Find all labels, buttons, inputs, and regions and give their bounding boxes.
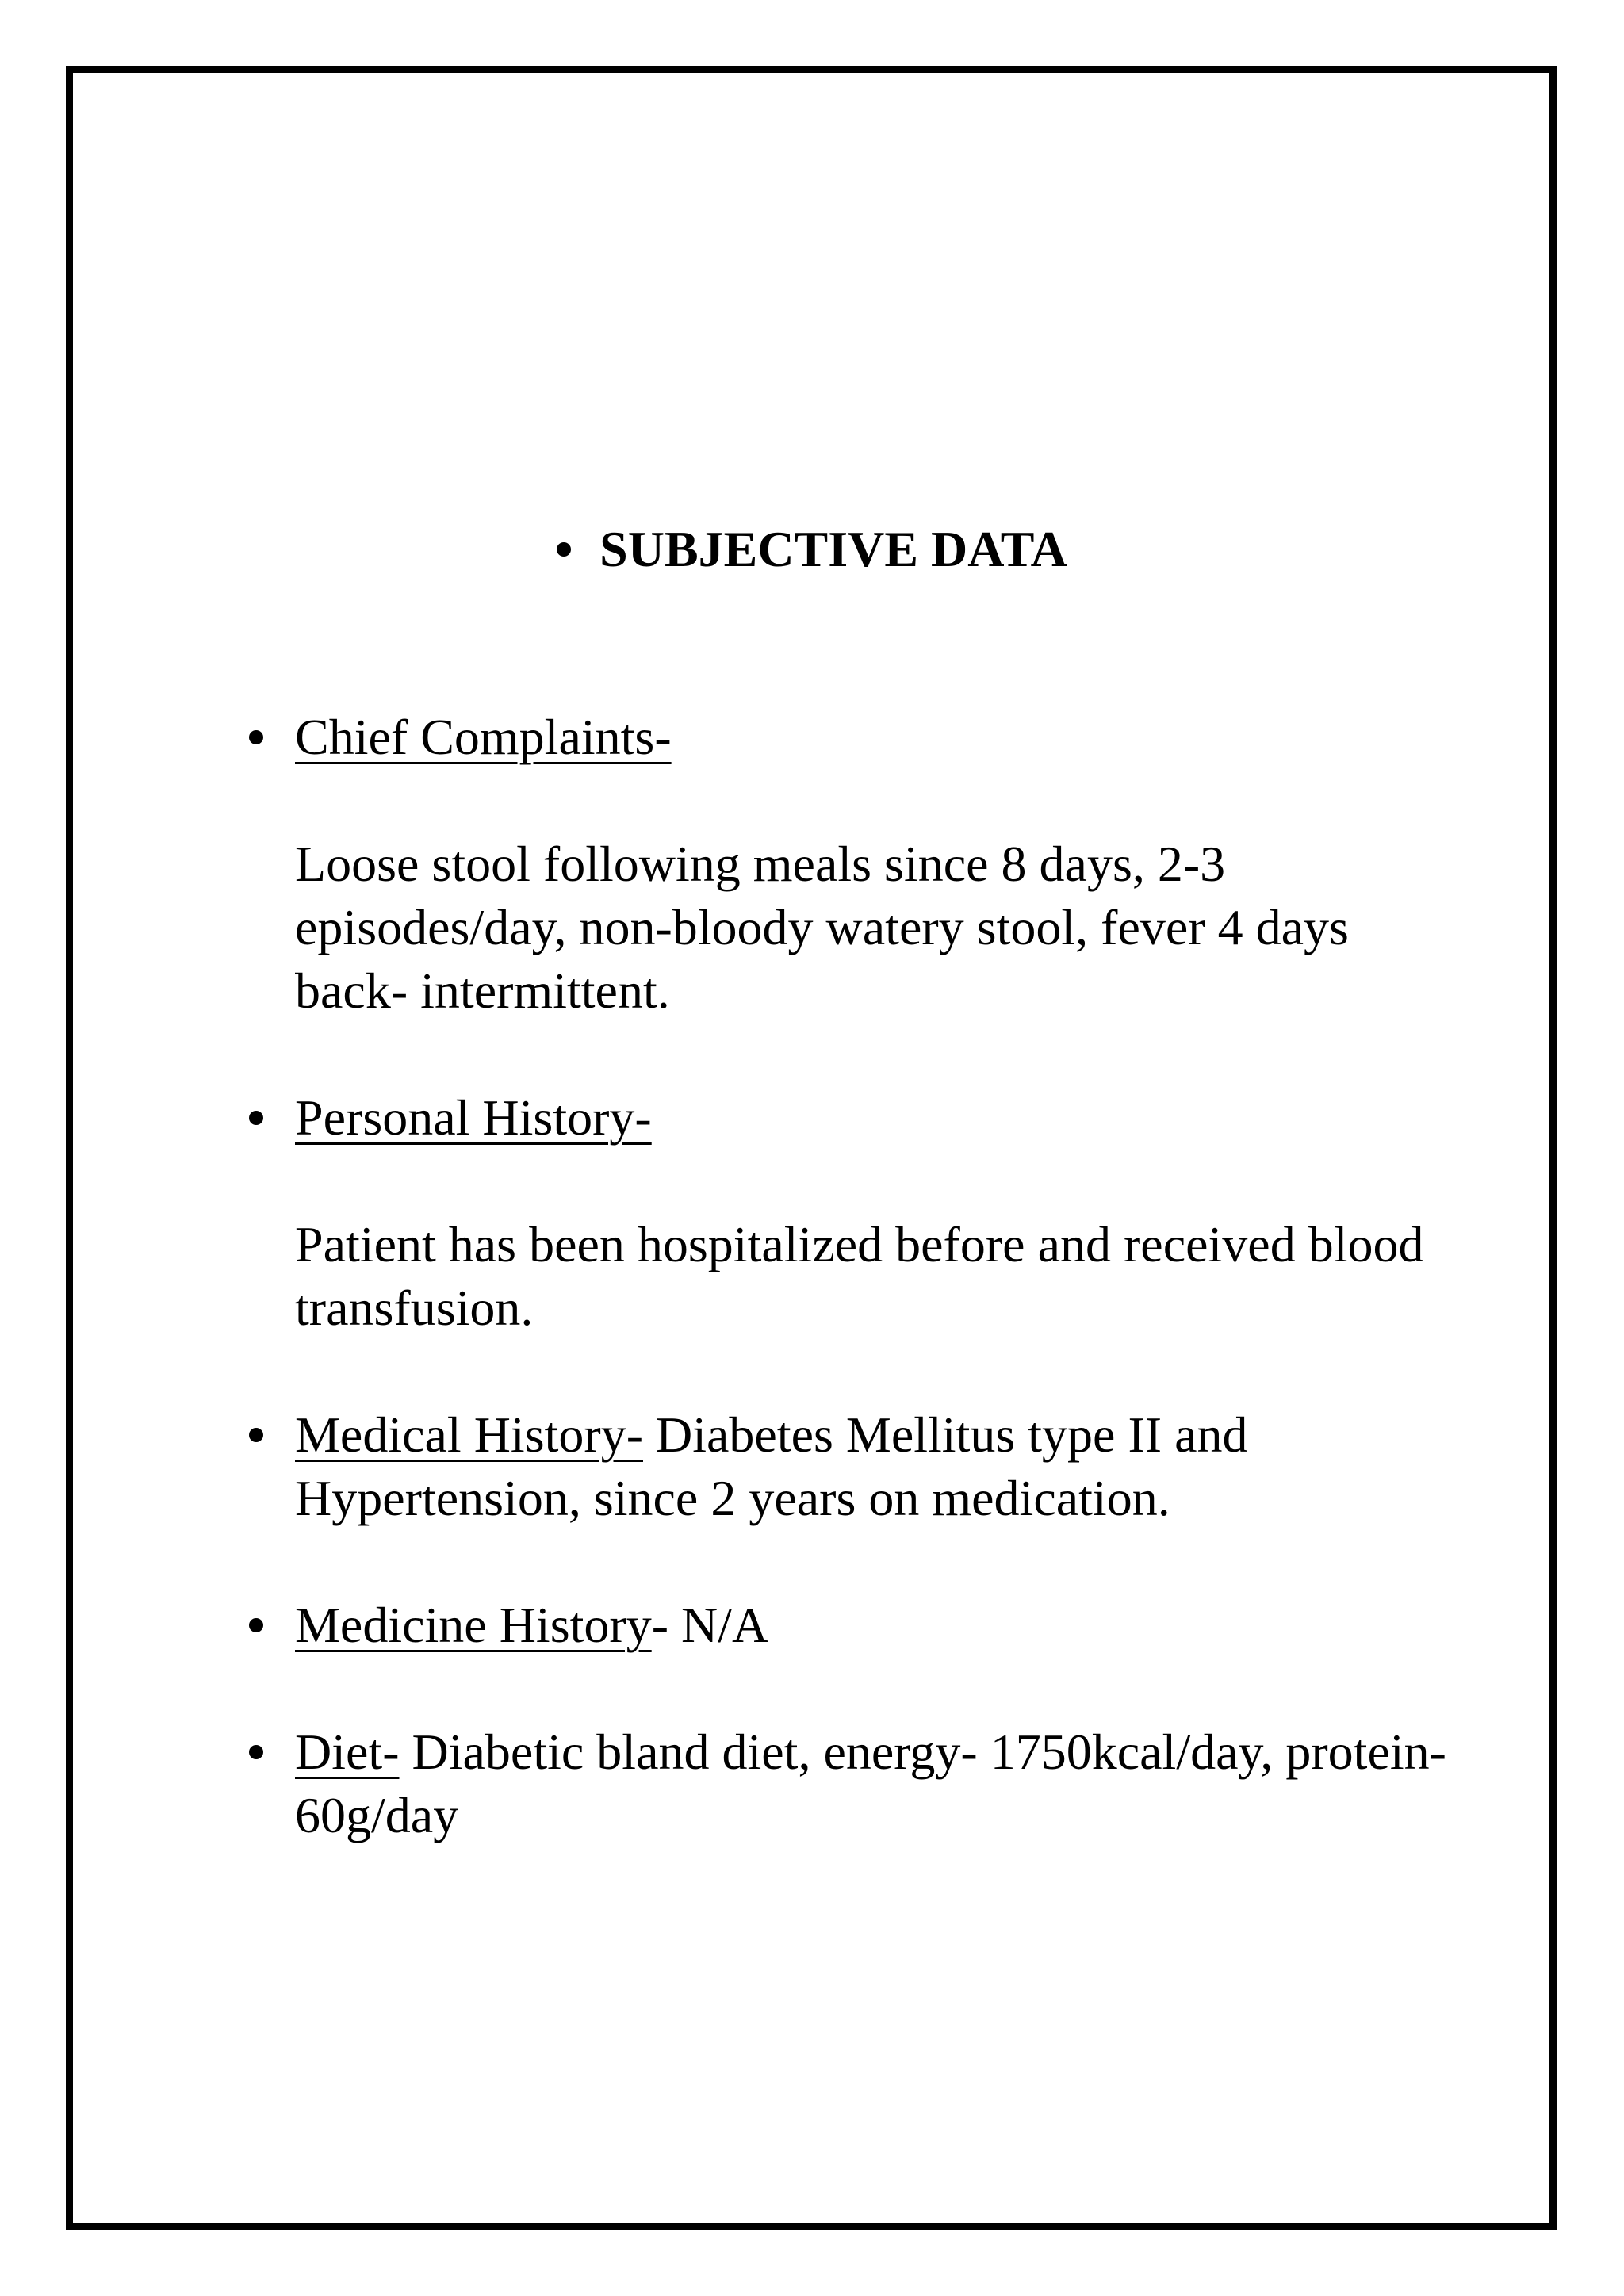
- bullet-icon: [249, 1618, 263, 1632]
- diet-section: [295, 1720, 1469, 1847]
- personal-history-text: Patient has been hospitalized before and received blood transfusion.: [295, 1216, 1424, 1336]
- personal-history-label: Personal History-: [295, 1089, 652, 1146]
- medical-history-section: [295, 1403, 1469, 1530]
- chief-complaints-text: Loose stool following meals since 8 days, 2-3 episodes/day, non-bloody watery stool, fever 4 days back- intermittent.: [295, 836, 1349, 1019]
- medical-history-text: Diabetes Mellitus type II and Hypertension, since 2 years on medication.: [295, 1406, 1248, 1526]
- heading-text: SUBJECTIVE DATA: [599, 521, 1067, 577]
- medicine-history-section: [295, 1594, 1469, 1657]
- diet-label: Diet-: [295, 1724, 400, 1780]
- medicine-history-text: - N/A: [651, 1597, 769, 1653]
- chief-complaints-section: [295, 706, 1469, 1023]
- medicine-history-label: Medicine History: [295, 1597, 652, 1653]
- bullet-icon: [557, 542, 571, 557]
- medical-history-label: Medical History-: [295, 1406, 643, 1463]
- bullet-icon: [249, 1745, 263, 1759]
- chief-complaints-label: Chief Complaints-: [295, 709, 672, 765]
- bullet-icon: [249, 1428, 263, 1442]
- diet-text: Diabetic bland diet, energy- 1750kcal/day, protein- 60g/day: [295, 1724, 1446, 1843]
- bullet-icon: [249, 730, 263, 744]
- personal-history-section: [295, 1086, 1469, 1340]
- bullet-icon: [249, 1111, 263, 1125]
- section-heading: [0, 514, 1624, 585]
